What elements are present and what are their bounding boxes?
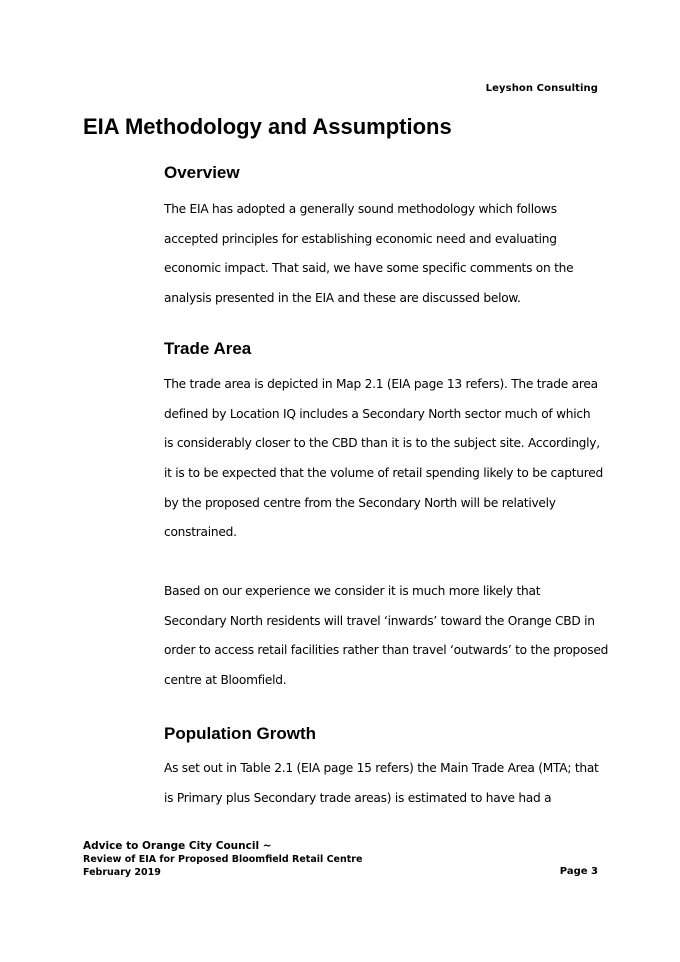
page-title: EIA Methodology and Assumptions xyxy=(83,114,452,139)
paragraph xyxy=(164,370,604,548)
text-line: Secondary North residents will travel ‘inwards’ toward the Orange CBD in xyxy=(164,613,595,628)
text-line: order to access retail facilities rather than travel ‘outwards’ to the proposed xyxy=(164,643,609,658)
section-heading: Trade Area xyxy=(164,338,252,358)
text-line: by the proposed centre from the Secondary North will be relatively xyxy=(164,495,556,510)
section-overview xyxy=(164,160,604,314)
paragraph xyxy=(164,195,604,314)
footer-client: Advice to Orange City Council ~ xyxy=(83,840,272,852)
header-organization: Leyshon Consulting xyxy=(485,83,598,94)
text-line: Based on our experience we consider it is much more likely that xyxy=(164,584,541,599)
document-body xyxy=(164,160,609,813)
text-line: The EIA has adopted a generally sound methodology which follows xyxy=(164,202,557,216)
section-heading: Overview xyxy=(164,163,240,182)
text-line: defined by Location IQ includes a Secondary North sector much of which xyxy=(164,406,591,421)
text-line: accepted principles for establishing economic need and evaluating xyxy=(164,231,557,246)
text-line: As set out in Table 2.1 (EIA page 15 refers) the Main Trade Area (MTA; that xyxy=(164,760,599,775)
text-line: centre at Bloomfield. xyxy=(164,673,287,688)
text-line: is considerably closer to the CBD than it is to the subject site. Accordingly, xyxy=(164,436,600,451)
paragraph xyxy=(164,754,604,813)
section-trade-area xyxy=(164,336,609,696)
footer-document-info xyxy=(83,840,362,879)
footer-date: February 2019 xyxy=(83,867,161,878)
paragraph xyxy=(164,577,609,696)
section-heading: Population Growth xyxy=(164,723,317,743)
text-line: constrained. xyxy=(164,525,237,540)
page-number: Page 3 xyxy=(559,866,598,877)
text-line: analysis presented in the EIA and these are discussed below. xyxy=(164,291,521,306)
text-line: is Primary plus Secondary trade areas) is estimated to have had a xyxy=(164,790,552,805)
footer-report-title: Review of EIA for Proposed Bloomfield Retail Centre xyxy=(83,854,363,865)
text-line: economic impact. That said, we have some specific comments on the xyxy=(164,261,574,276)
text-line: The trade area is depicted in Map 2.1 (EIA page 13 refers). The trade area xyxy=(164,376,598,391)
text-line: it is to be expected that the volume of retail spending likely to be captured xyxy=(164,465,603,480)
section-population-growth xyxy=(164,721,604,813)
